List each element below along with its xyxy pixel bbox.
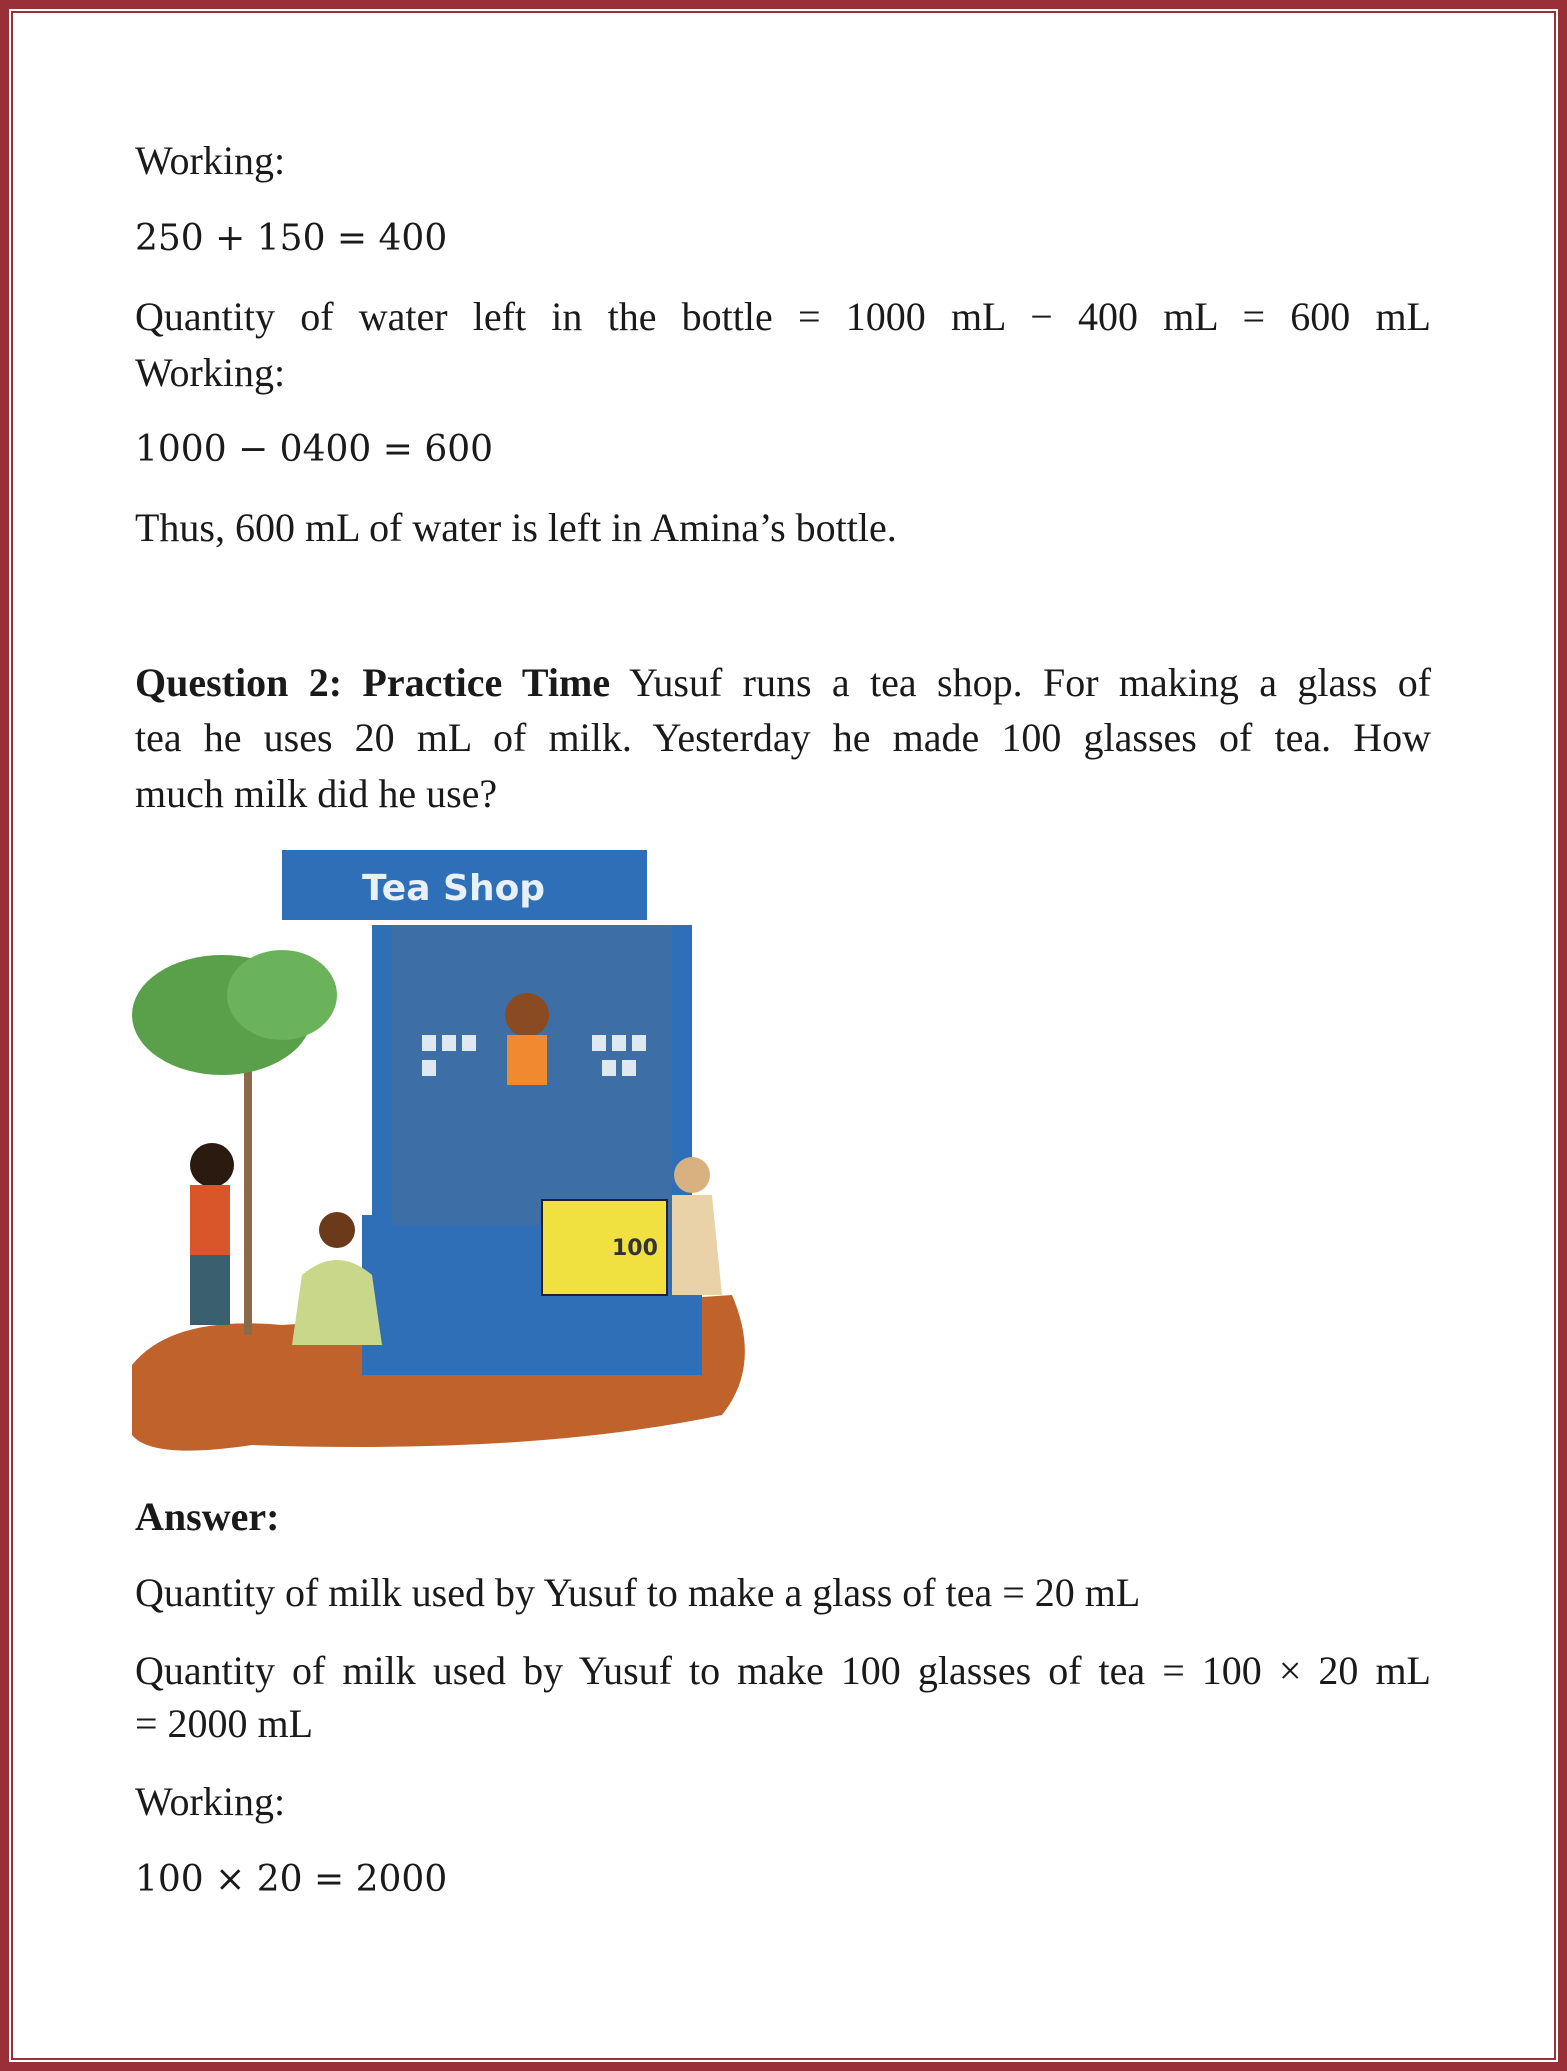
question-heading: Question 2: Practice Time — [135, 660, 611, 705]
working-label: Working: — [135, 1779, 286, 1824]
equation: 1000 − 0400 = 600 — [135, 429, 494, 470]
question-2-line-3: much milk did he use? — [135, 771, 498, 816]
equation: 100 × 20 = 2000 — [135, 1859, 448, 1900]
question-2-line-2: tea he uses 20 mL of milk. Yesterday he made 100 glasses of tea. How — [135, 715, 1431, 760]
box-label: 100 — [612, 1236, 658, 1261]
answer-line-3: = 2000 mL — [135, 1701, 314, 1746]
equation: 250 + 150 = 400 — [135, 218, 448, 259]
answer-line-2: Quantity of milk used by Yusuf to make 100 glasses of tea = 100 × 20 mL — [135, 1648, 1431, 1693]
working-label: Working: — [135, 350, 286, 395]
question-2-line-1 — [135, 659, 1431, 707]
question-text: Yusuf runs a tea shop. For making a glass of — [628, 660, 1432, 705]
answer-label: Answer: — [135, 1494, 280, 1539]
water-left-statement: Quantity of water left in the bottle = 1000 mL − 400 mL = 600 mL — [135, 294, 1431, 339]
answer-line-1: Quantity of milk used by Yusuf to make a glass of tea = 20 mL — [135, 1570, 1141, 1615]
shop-sign-text: Tea Shop — [362, 868, 546, 909]
tea-shop-illustration — [132, 845, 752, 1460]
working-label: Working: — [135, 138, 286, 183]
conclusion-text: Thus, 600 mL of water is left in Amina’s bottle. — [135, 505, 897, 550]
